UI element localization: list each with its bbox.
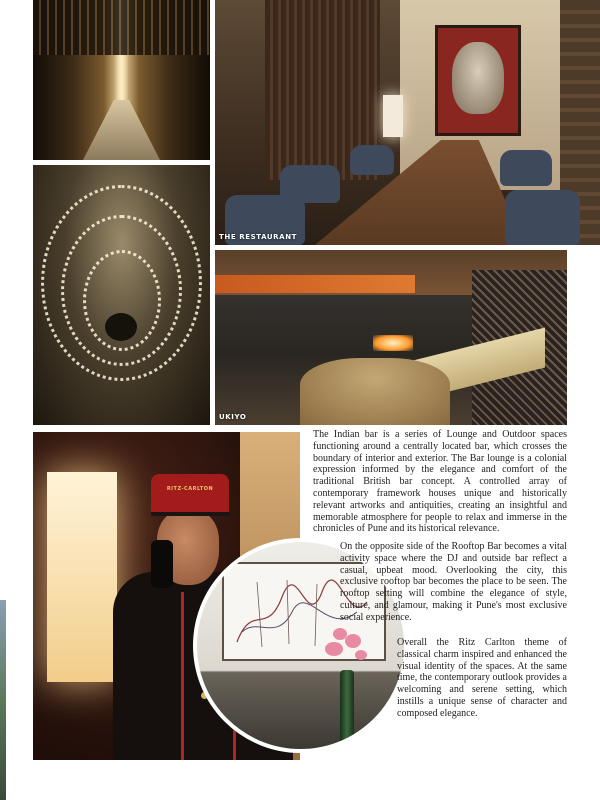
dining-chair (500, 150, 552, 186)
corridor-photo (33, 0, 210, 160)
stone-counter (300, 358, 450, 425)
article-paragraph: The Indian bar is a series of Lounge and Outdoor spaces functioning around a centrally located bar, which crosses the boundary of interior and exterior. The Bar lounge is a colonial expression informed by the elegance and comfort of the traditional British bar concept. A controlled array of contemporary framework houses unique and historically relevant artworks and antiquities, creating an insightful and memorable atmosphere for people to relax and immerse in the chronicles of Pune and its historical relevance. (313, 429, 567, 535)
corridor-ceiling (33, 0, 210, 55)
pink-flower (325, 642, 343, 656)
pink-flower (333, 628, 347, 640)
article-paragraph: On the opposite side of the Rooftop Bar becomes a vital activity space where the DJ and outside bar reflect a casual, upbeat mood. Overlooking the city, this exclusive rooftop bar becomes the place to be seen. The rooftop setting will combine the elegance of style, culture, and glamour, making it Pune's most exclusive social experience. (340, 541, 567, 623)
bellboy-cap (151, 474, 229, 516)
chandelier-core (105, 313, 137, 341)
uniform-stripe (181, 592, 184, 760)
dining-chair (505, 190, 580, 245)
portrait-face (452, 42, 504, 114)
grill-fire (373, 335, 413, 351)
ukiyo-photo (215, 250, 567, 425)
pink-flower (345, 634, 361, 648)
pink-flower (355, 650, 367, 660)
chandelier-photo (33, 165, 210, 425)
cap-lettering: RITZ-CARLTON (166, 486, 214, 492)
glass-vase (340, 670, 354, 750)
lamp-shade (47, 472, 117, 682)
dining-chair (280, 165, 340, 203)
restaurant-caption: THE RESTAURANT (219, 233, 298, 241)
floor-lamp (383, 95, 403, 137)
restaurant-photo (215, 0, 600, 245)
dining-chair (350, 145, 394, 175)
hood-light-strip (215, 275, 415, 293)
ukiyo-caption: UKIYO (219, 413, 247, 421)
article-paragraph: Overall the Ritz Carlton theme of classical charm inspired and enhanced the visual identity of the spaces. At the same time, the contemporary outlook provides a welcoming and serene setting, which instills a unique sense of character and composed elegance. (397, 637, 567, 719)
portrait-painting (435, 25, 521, 136)
corridor-floor (83, 100, 160, 160)
telephone-handset (151, 540, 173, 588)
edge-photo-strip (0, 600, 6, 800)
